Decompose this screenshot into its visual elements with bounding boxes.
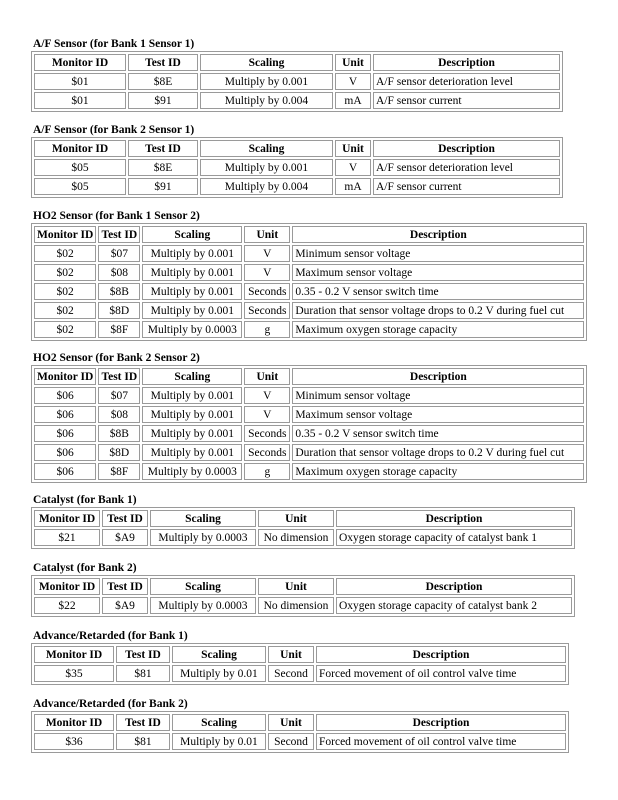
cell-description: Duration that sensor voltage drops to 0.2 V during fuel cut bbox=[292, 302, 584, 319]
data-table bbox=[31, 51, 563, 112]
column-header-test-id: Test ID bbox=[102, 578, 148, 595]
cell-description: Minimum sensor voltage bbox=[292, 245, 584, 262]
table-row bbox=[34, 92, 560, 109]
cell-monitor-id: $02 bbox=[34, 283, 96, 300]
cell-test-id: $8E bbox=[128, 159, 198, 176]
cell-unit: Seconds bbox=[244, 283, 290, 300]
cell-description: Duration that sensor voltage drops to 0.2 V during fuel cut bbox=[292, 444, 584, 461]
table-header-row bbox=[34, 646, 566, 663]
section-title: A/F Sensor (for Bank 2 Sensor 1) bbox=[33, 124, 195, 136]
cell-scaling: Multiply by 0.001 bbox=[142, 406, 242, 423]
cell-monitor-id: $02 bbox=[34, 321, 96, 338]
cell-description: A/F sensor deterioration level bbox=[373, 159, 560, 176]
cell-scaling: Multiply by 0.001 bbox=[142, 283, 242, 300]
column-header-test-id: Test ID bbox=[98, 368, 140, 385]
column-header-scaling: Scaling bbox=[150, 510, 256, 527]
column-header-test-id: Test ID bbox=[128, 140, 198, 157]
cell-unit: Seconds bbox=[244, 425, 290, 442]
table-row bbox=[34, 665, 566, 682]
cell-monitor-id: $06 bbox=[34, 425, 96, 442]
table-row bbox=[34, 444, 584, 461]
cell-unit: V bbox=[335, 73, 371, 90]
column-header-monitor-id: Monitor ID bbox=[34, 140, 126, 157]
section-title: Advance/Retarded (for Bank 2) bbox=[33, 698, 188, 710]
cell-test-id: $07 bbox=[98, 245, 140, 262]
cell-test-id: $8B bbox=[98, 425, 140, 442]
cell-description: Forced movement of oil control valve time bbox=[316, 733, 566, 750]
column-header-scaling: Scaling bbox=[150, 578, 256, 595]
section-title: HO2 Sensor (for Bank 1 Sensor 2) bbox=[33, 210, 200, 222]
cell-description: Oxygen storage capacity of catalyst bank 1 bbox=[336, 529, 572, 546]
section-title: HO2 Sensor (for Bank 2 Sensor 2) bbox=[33, 352, 200, 364]
cell-unit: V bbox=[335, 159, 371, 176]
column-header-description: Description bbox=[316, 714, 566, 731]
column-header-description: Description bbox=[373, 54, 560, 71]
column-header-test-id: Test ID bbox=[98, 226, 140, 243]
cell-scaling: Multiply by 0.001 bbox=[142, 264, 242, 281]
column-header-description: Description bbox=[292, 226, 584, 243]
section-advance-retarded-for-bank-1 bbox=[33, 630, 569, 685]
column-header-unit: Unit bbox=[258, 578, 334, 595]
column-header-scaling: Scaling bbox=[172, 714, 266, 731]
cell-description: Oxygen storage capacity of catalyst bank 2 bbox=[336, 597, 572, 614]
table-row bbox=[34, 425, 584, 442]
section-title: Advance/Retarded (for Bank 1) bbox=[33, 630, 188, 642]
cell-scaling: Multiply by 0.0003 bbox=[142, 463, 242, 480]
column-header-monitor-id: Monitor ID bbox=[34, 368, 96, 385]
table-row bbox=[34, 463, 584, 480]
cell-description: Maximum sensor voltage bbox=[292, 406, 584, 423]
cell-monitor-id: $06 bbox=[34, 387, 96, 404]
cell-test-id: $8F bbox=[98, 321, 140, 338]
cell-unit: V bbox=[244, 387, 290, 404]
cell-unit: Seconds bbox=[244, 302, 290, 319]
cell-scaling: Multiply by 0.0003 bbox=[150, 529, 256, 546]
column-header-monitor-id: Monitor ID bbox=[34, 510, 100, 527]
section-catalyst-for-bank-1 bbox=[33, 494, 575, 549]
cell-test-id: $08 bbox=[98, 406, 140, 423]
table-header-row bbox=[34, 578, 572, 595]
cell-description: Maximum oxygen storage capacity bbox=[292, 463, 584, 480]
cell-scaling: Multiply by 0.001 bbox=[142, 444, 242, 461]
data-table bbox=[31, 711, 569, 753]
cell-unit: mA bbox=[335, 178, 371, 195]
cell-scaling: Multiply by 0.001 bbox=[142, 425, 242, 442]
cell-monitor-id: $01 bbox=[34, 73, 126, 90]
column-header-test-id: Test ID bbox=[102, 510, 148, 527]
cell-unit: No dimension bbox=[258, 529, 334, 546]
column-header-unit: Unit bbox=[258, 510, 334, 527]
column-header-scaling: Scaling bbox=[172, 646, 266, 663]
cell-monitor-id: $01 bbox=[34, 92, 126, 109]
cell-scaling: Multiply by 0.001 bbox=[200, 159, 333, 176]
cell-monitor-id: $06 bbox=[34, 463, 96, 480]
cell-unit: g bbox=[244, 463, 290, 480]
table-row bbox=[34, 283, 584, 300]
section-catalyst-for-bank-2 bbox=[33, 562, 575, 617]
cell-scaling: Multiply by 0.004 bbox=[200, 92, 333, 109]
cell-monitor-id: $02 bbox=[34, 264, 96, 281]
cell-monitor-id: $05 bbox=[34, 159, 126, 176]
cell-test-id: $8F bbox=[98, 463, 140, 480]
table-row bbox=[34, 73, 560, 90]
table-header-row bbox=[34, 226, 584, 243]
cell-test-id: $8E bbox=[128, 73, 198, 90]
column-header-unit: Unit bbox=[268, 714, 314, 731]
cell-scaling: Multiply by 0.001 bbox=[142, 245, 242, 262]
section-advance-retarded-for-bank-2 bbox=[33, 698, 569, 753]
cell-description: Maximum oxygen storage capacity bbox=[292, 321, 584, 338]
column-header-test-id: Test ID bbox=[116, 714, 170, 731]
data-table bbox=[31, 643, 569, 685]
cell-scaling: Multiply by 0.0003 bbox=[142, 321, 242, 338]
cell-description: Forced movement of oil control valve time bbox=[316, 665, 566, 682]
cell-monitor-id: $02 bbox=[34, 302, 96, 319]
cell-scaling: Multiply by 0.001 bbox=[142, 302, 242, 319]
column-header-monitor-id: Monitor ID bbox=[34, 578, 100, 595]
cell-unit: g bbox=[244, 321, 290, 338]
cell-unit: V bbox=[244, 245, 290, 262]
cell-monitor-id: $02 bbox=[34, 245, 96, 262]
cell-monitor-id: $06 bbox=[34, 444, 96, 461]
column-header-monitor-id: Monitor ID bbox=[34, 54, 126, 71]
table-header-row bbox=[34, 714, 566, 731]
column-header-unit: Unit bbox=[244, 226, 290, 243]
table-row bbox=[34, 245, 584, 262]
column-header-test-id: Test ID bbox=[128, 54, 198, 71]
cell-test-id: $91 bbox=[128, 178, 198, 195]
table-row bbox=[34, 597, 572, 614]
section-a-f-sensor-for-bank-1-sensor-1 bbox=[33, 38, 563, 112]
cell-description: Maximum sensor voltage bbox=[292, 264, 584, 281]
data-table bbox=[31, 507, 575, 549]
cell-unit: Second bbox=[268, 665, 314, 682]
cell-scaling: Multiply by 0.001 bbox=[200, 73, 333, 90]
cell-unit: V bbox=[244, 406, 290, 423]
column-header-monitor-id: Monitor ID bbox=[34, 646, 114, 663]
column-header-scaling: Scaling bbox=[200, 140, 333, 157]
cell-scaling: Multiply by 0.0003 bbox=[150, 597, 256, 614]
table-header-row bbox=[34, 368, 584, 385]
cell-description: 0.35 - 0.2 V sensor switch time bbox=[292, 283, 584, 300]
cell-unit: No dimension bbox=[258, 597, 334, 614]
section-a-f-sensor-for-bank-2-sensor-1 bbox=[33, 124, 563, 198]
column-header-unit: Unit bbox=[268, 646, 314, 663]
table-row bbox=[34, 302, 584, 319]
data-table bbox=[31, 223, 587, 341]
cell-monitor-id: $21 bbox=[34, 529, 100, 546]
table-row bbox=[34, 321, 584, 338]
section-ho2-sensor-for-bank-2-sensor-2 bbox=[33, 352, 587, 483]
column-header-scaling: Scaling bbox=[142, 226, 242, 243]
cell-unit: V bbox=[244, 264, 290, 281]
section-title: Catalyst (for Bank 2) bbox=[33, 562, 137, 574]
section-title: A/F Sensor (for Bank 1 Sensor 1) bbox=[33, 38, 195, 50]
cell-description: 0.35 - 0.2 V sensor switch time bbox=[292, 425, 584, 442]
cell-test-id: $08 bbox=[98, 264, 140, 281]
column-header-scaling: Scaling bbox=[142, 368, 242, 385]
table-row bbox=[34, 178, 560, 195]
cell-test-id: $07 bbox=[98, 387, 140, 404]
data-table bbox=[31, 365, 587, 483]
column-header-description: Description bbox=[336, 578, 572, 595]
cell-unit: Second bbox=[268, 733, 314, 750]
cell-description: Minimum sensor voltage bbox=[292, 387, 584, 404]
cell-description: A/F sensor deterioration level bbox=[373, 73, 560, 90]
table-row bbox=[34, 387, 584, 404]
cell-test-id: $81 bbox=[116, 665, 170, 682]
cell-test-id: $8B bbox=[98, 283, 140, 300]
cell-monitor-id: $35 bbox=[34, 665, 114, 682]
table-header-row bbox=[34, 510, 572, 527]
column-header-test-id: Test ID bbox=[116, 646, 170, 663]
table-row bbox=[34, 529, 572, 546]
column-header-unit: Unit bbox=[244, 368, 290, 385]
column-header-unit: Unit bbox=[335, 54, 371, 71]
table-row bbox=[34, 406, 584, 423]
cell-monitor-id: $36 bbox=[34, 733, 114, 750]
cell-unit: Seconds bbox=[244, 444, 290, 461]
table-row bbox=[34, 264, 584, 281]
cell-test-id: $A9 bbox=[102, 597, 148, 614]
cell-test-id: $8D bbox=[98, 444, 140, 461]
column-header-scaling: Scaling bbox=[200, 54, 333, 71]
cell-monitor-id: $22 bbox=[34, 597, 100, 614]
cell-scaling: Multiply by 0.001 bbox=[142, 387, 242, 404]
cell-description: A/F sensor current bbox=[373, 178, 560, 195]
column-header-description: Description bbox=[373, 140, 560, 157]
cell-test-id: $91 bbox=[128, 92, 198, 109]
cell-test-id: $8D bbox=[98, 302, 140, 319]
section-title: Catalyst (for Bank 1) bbox=[33, 494, 137, 506]
cell-scaling: Multiply by 0.004 bbox=[200, 178, 333, 195]
cell-description: A/F sensor current bbox=[373, 92, 560, 109]
cell-test-id: $A9 bbox=[102, 529, 148, 546]
section-ho2-sensor-for-bank-1-sensor-2 bbox=[33, 210, 587, 341]
column-header-monitor-id: Monitor ID bbox=[34, 714, 114, 731]
column-header-description: Description bbox=[292, 368, 584, 385]
table-header-row bbox=[34, 54, 560, 71]
column-header-unit: Unit bbox=[335, 140, 371, 157]
cell-scaling: Multiply by 0.01 bbox=[172, 665, 266, 682]
cell-monitor-id: $06 bbox=[34, 406, 96, 423]
column-header-description: Description bbox=[316, 646, 566, 663]
table-row bbox=[34, 159, 560, 176]
data-table bbox=[31, 137, 563, 198]
data-table bbox=[31, 575, 575, 617]
column-header-description: Description bbox=[336, 510, 572, 527]
cell-monitor-id: $05 bbox=[34, 178, 126, 195]
table-row bbox=[34, 733, 566, 750]
cell-test-id: $81 bbox=[116, 733, 170, 750]
cell-scaling: Multiply by 0.01 bbox=[172, 733, 266, 750]
table-header-row bbox=[34, 140, 560, 157]
cell-unit: mA bbox=[335, 92, 371, 109]
column-header-monitor-id: Monitor ID bbox=[34, 226, 96, 243]
